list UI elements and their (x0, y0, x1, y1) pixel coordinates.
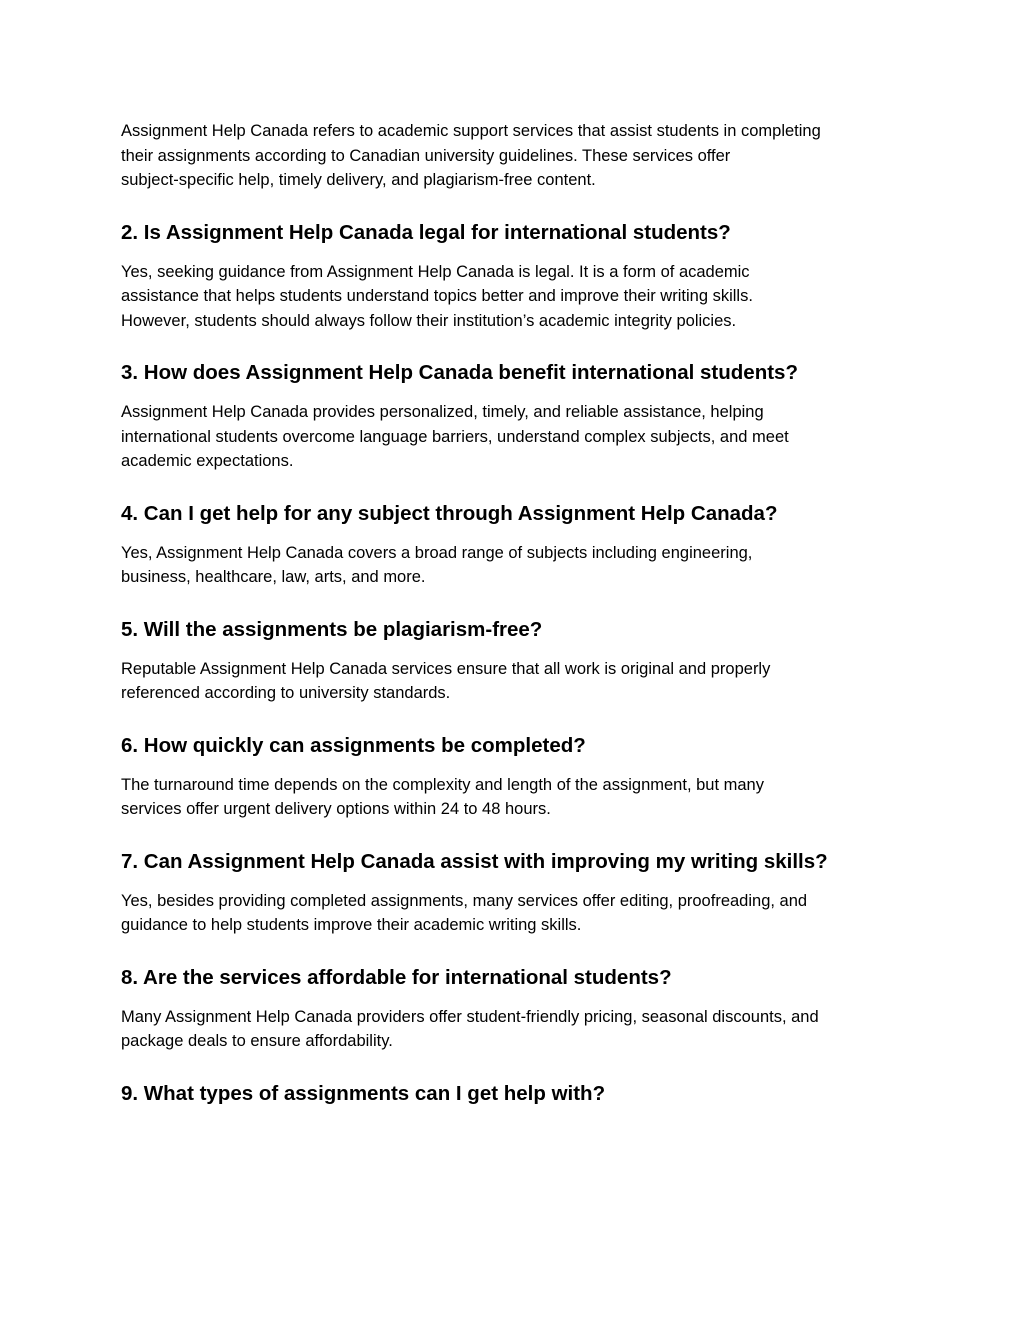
faq-question: 2. Is Assignment Help Canada legal for international students? (121, 220, 731, 244)
answer-line: package deals to ensure affordability. (121, 1032, 393, 1050)
answer-line: Many Assignment Help Canada providers offer student-friendly pricing, seasonal discounts, and (121, 1007, 819, 1026)
faq-item-3 (121, 360, 921, 474)
faq-question: 4. Can I get help for any subject through Assignment Help Canada? (121, 501, 778, 525)
answer-line: academic expectations. (121, 452, 294, 470)
faq-answer (121, 773, 921, 822)
intro-paragraph (121, 119, 921, 193)
faq-question: 7. Can Assignment Help Canada assist with improving my writing skills? (121, 849, 828, 873)
answer-line: international students overcome language barriers, understand complex subjects, and meet (121, 427, 789, 446)
faq-question: 3. How does Assignment Help Canada benefit international students? (121, 361, 798, 384)
answer-line: guidance to help students improve their academic writing skills. (121, 916, 582, 934)
answer-line: Yes, Assignment Help Canada covers a broad range of subjects including engineering, (121, 543, 753, 562)
faq-item-6 (121, 733, 921, 822)
faq-question: 6. How quickly can assignments be completed? (121, 733, 586, 757)
faq-item-4 (121, 501, 921, 590)
faq-item-8 (121, 965, 921, 1054)
answer-line: Assignment Help Canada provides personalized, timely, and reliable assistance, helping (121, 403, 764, 421)
intro-line: their assignments according to Canadian university guidelines. These services offer (121, 146, 731, 165)
answer-line: services offer urgent delivery options within 24 to 48 hours. (121, 800, 551, 818)
faq-answer (121, 260, 921, 334)
faq-question: 5. Will the assignments be plagiarism-free? (121, 617, 543, 641)
intro-line: subject-specific help, timely delivery, and plagiarism-free content. (121, 171, 596, 189)
intro-line: Assignment Help Canada refers to academic support services that assist students in completing (121, 122, 821, 140)
faq-item-7 (121, 849, 921, 938)
faq-item-5 (121, 617, 921, 706)
faq-answer (121, 1005, 921, 1054)
faq-answer (121, 541, 921, 590)
answer-line: Reputable Assignment Help Canada services ensure that all work is original and properly (121, 659, 771, 678)
answer-line: However, students should always follow their institution’s academic integrity policies. (121, 311, 737, 330)
faq-item-9 (121, 1081, 921, 1107)
faq-question: 8. Are the services affordable for international students? (121, 965, 672, 989)
document-page (121, 119, 921, 1121)
answer-line: The turnaround time depends on the complexity and length of the assignment, but many (121, 775, 764, 794)
faq-answer (121, 400, 921, 474)
faq-question: 9. What types of assignments can I get help with? (121, 1081, 606, 1105)
answer-line: Yes, besides providing completed assignments, many services offer editing, proofreading, and (121, 891, 808, 910)
answer-line: Yes, seeking guidance from Assignment Help Canada is legal. It is a form of academic (121, 262, 750, 281)
answer-line: referenced according to university standards. (121, 684, 451, 702)
faq-answer (121, 657, 921, 706)
faq-answer (121, 889, 921, 938)
answer-line: assistance that helps students understand topics better and improve their writing skills. (121, 287, 753, 305)
faq-item-2 (121, 220, 921, 334)
answer-line: business, healthcare, law, arts, and more. (121, 568, 426, 586)
